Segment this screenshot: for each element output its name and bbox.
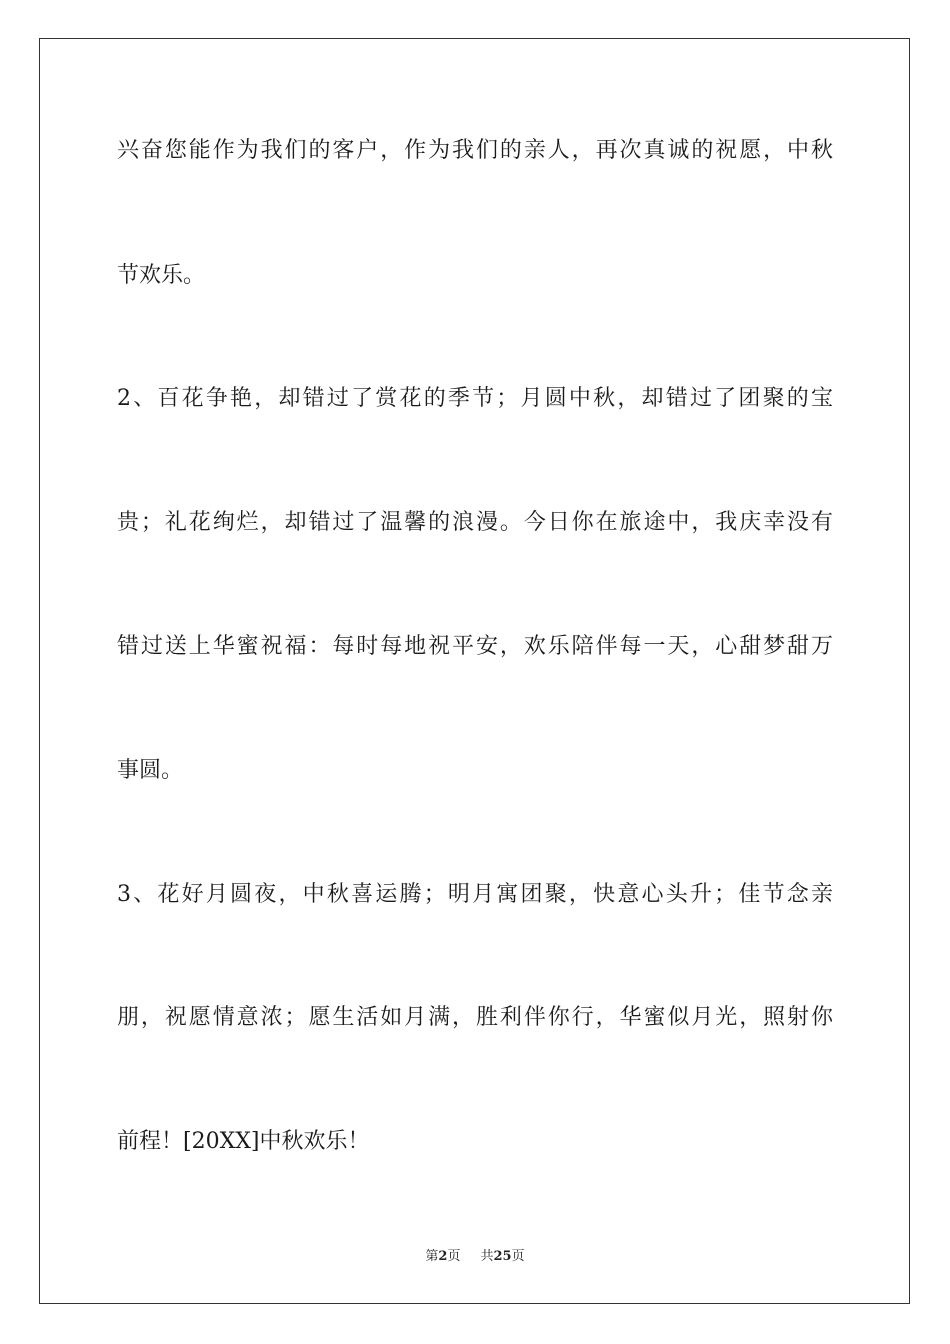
- paragraph-line: 朋，祝愿情意浓；愿生活如月满，胜利伴你行，华蜜似月光，照射你: [117, 1005, 833, 1030]
- page-footer: [0, 1245, 950, 1264]
- total-prefix: 共: [480, 1249, 494, 1264]
- paragraph-line: 节欢乐。: [117, 263, 206, 288]
- paragraph-line: 前程！[20XX]中秋欢乐！: [117, 1129, 370, 1154]
- page-border: [39, 38, 910, 1304]
- paragraph-line: 2、百花争艳，却错过了赏花的季节；月圆中秋，却错过了团聚的宝: [117, 386, 833, 411]
- paragraph-line: 事圆。: [117, 758, 184, 783]
- total-pages: 25: [493, 1249, 512, 1264]
- total-suffix: 页: [511, 1249, 525, 1264]
- page-suffix: 页: [447, 1249, 461, 1264]
- paragraph-line: 3、花好月圆夜，中秋喜运腾；明月寓团聚，快意心头升；佳节念亲: [117, 882, 833, 907]
- page-prefix: 第: [425, 1249, 439, 1264]
- paragraph-line: 兴奋您能作为我们的客户，作为我们的亲人，再次真诚的祝愿，中秋: [117, 138, 833, 163]
- paragraph-line: 贵；礼花绚烂，却错过了温馨的浪漫。今日你在旅途中，我庆幸没有: [117, 510, 833, 535]
- paragraph-line: 错过送上华蜜祝福：每时每地祝平安，欢乐陪伴每一天，心甜梦甜万: [117, 634, 833, 659]
- page-number: 2: [438, 1249, 448, 1264]
